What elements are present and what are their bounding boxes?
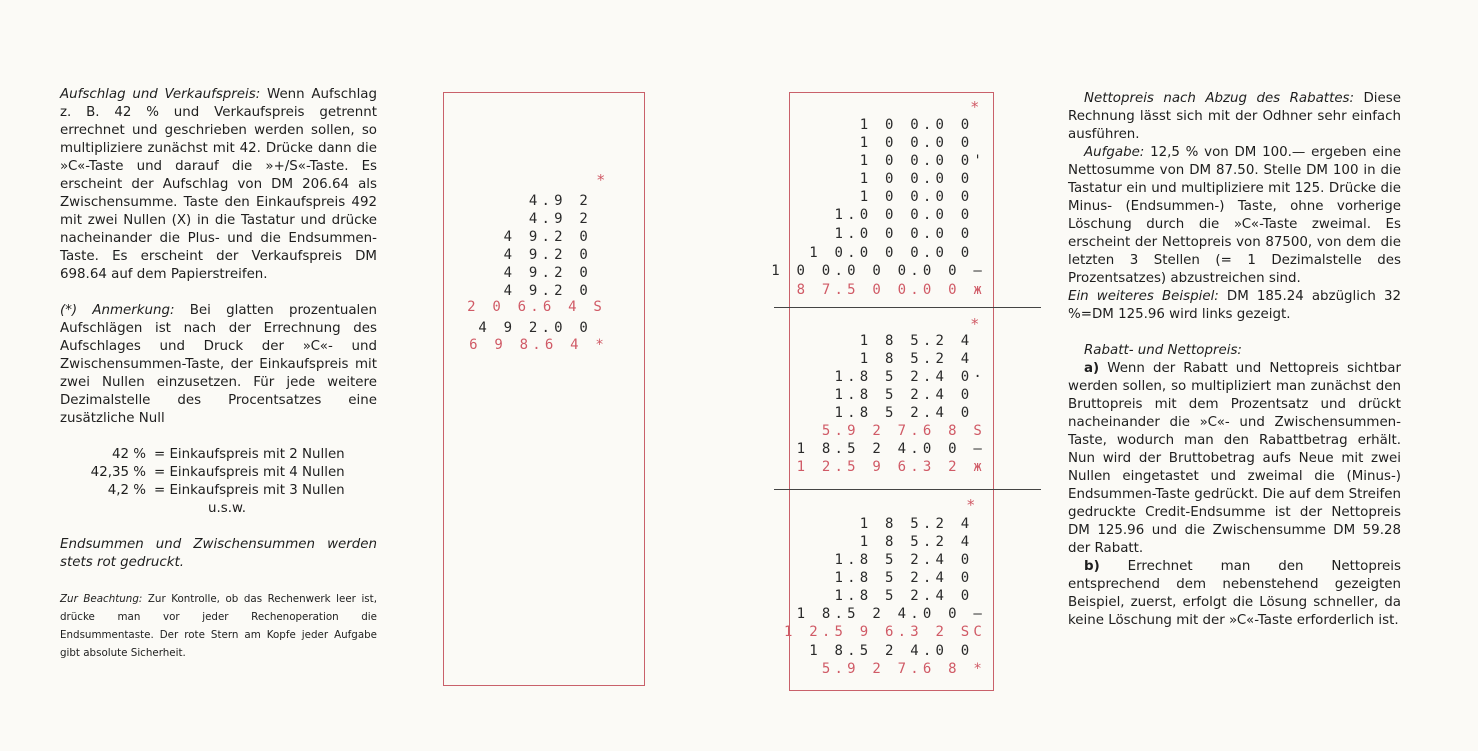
item-b-label: b) (1084, 559, 1100, 574)
red-star-icon: * (971, 315, 979, 333)
task-paragraph (1068, 144, 1401, 288)
remark-paragraph (60, 302, 377, 428)
strip-line-red: 2 0 6.6 4 S (467, 299, 606, 315)
item-b-body: Errechnet man den Nettopreis entsprechend dem nebenstehend gezeigten Beispiel, zuerst, erfolgt die Lösung schneller, da keine Löschung mit der »C«-Taste erforderlich ist. (1068, 559, 1401, 628)
strip-line: 1 0 0.0 0 (859, 189, 986, 205)
strip-line: 1.8 5 2.4 0· (834, 369, 986, 385)
strip-line: 1 0 0.0 0 (859, 117, 986, 133)
left-text-column (60, 86, 377, 662)
red-star-icon: * (967, 496, 975, 514)
markup-paragraph (60, 86, 377, 284)
attention-heading: Zur Beachtung: (60, 593, 143, 605)
percent-table (60, 446, 377, 518)
discount-heading: Rabatt- und Nettopreis: (1084, 343, 1242, 358)
strip-line: 1.0 0 0.0 0 (834, 207, 986, 223)
attention-note (60, 590, 377, 662)
discount-a-paragraph (1068, 360, 1401, 558)
percent-row: 42 % = Einkaufspreis mit 2 Nullen (111, 447, 345, 462)
divider-line (774, 307, 1041, 308)
strip-line-red: 5.9 2 7.6 8 * (821, 661, 986, 677)
task-body: 12,5 % von DM 100.— ergeben eine Nettosumme von DM 87.50. Stelle DM 100 in die Tastatur ein und multipliziere mit 125. Drücke die Minus- (Endsummen-) Taste, ohne vorherige Löschung durch die »C«-Taste zweimal. Es erscheint der Nettopreis von 87500, von dem die letzten 3 Stellen (= 1 Dezimalstelle des Prozentsatzes) abzustreichen sind. (1068, 145, 1401, 286)
strip-line: 1.8 5 2.4 0 (834, 588, 986, 604)
usw-text: u.s.w. (208, 501, 246, 516)
strip-line-red: 6 9 8.6 4 * (469, 337, 608, 353)
strip-line: 4 9 2.0 0 (478, 320, 592, 336)
strip-line: 1 0 0.0 0 (859, 135, 986, 151)
discount-b-paragraph (1068, 558, 1401, 630)
strip-line: 1 8 5.2 4 (859, 534, 986, 550)
strip-line: 1 0 0.0 0' (859, 153, 986, 169)
item-a-body: Wenn der Rabatt und Nettopreis sichtbar werden sollen, so multipliziert man zunächst den Bruttopreis mit dem Prozentsatz und drückt nacheinander die »C«- und Zwischensummen-Taste, wodurch man den Rabattbetrag erhält. Nun wird der Bruttobetrag aufs Neue mit zwei Nullen eingetastet und zweimal die (Minus-) Endsummen-Taste gedrückt. Die auf dem Streifen gedruckte Credit-Endsumme ist der Nettopreis DM 125.96 und die Zwischensumme DM 59.28 der Rabatt. (1068, 361, 1401, 556)
strip-line: 1 8.5 2 4.0 0 – (796, 606, 986, 622)
red-star-icon: * (597, 171, 605, 189)
net-price-body: Diese Rechnung lässt sich mit der Odhner sehr einfach ausführen. (1068, 91, 1401, 142)
red-star-icon: * (971, 98, 979, 116)
strip-line: 4 9.2 0 (503, 265, 592, 281)
strip-line: 1.8 5 2.4 0 (834, 387, 986, 403)
strip-line: 1 8 5.2 4 (859, 516, 986, 532)
example-heading: Ein weiteres Beispiel: (1068, 289, 1219, 304)
percent-row: 4,2 % = Einkaufspreis mit 3 Nullen (107, 483, 345, 498)
remark-body: Bei glatten prozentualen Aufschlägen ist nach der Errechnung des Aufschlages und Druck der »C«- und Zwischensummen-Taste, der Einkaufspreis mit zwei Nullen einzusetzen. Für jede weitere Dezimalstelle des Procentsatzes eine zusätzliche Null (60, 303, 378, 426)
strip-line: 1.0 0 0.0 0 (834, 226, 986, 242)
strip-line: 4.9 2 (528, 193, 592, 209)
strip-line-red: 8 7.5 0 0.0 0 ж (796, 282, 986, 298)
strip-line: 1 0 0.0 0 (859, 171, 986, 187)
remark-heading: (*) Anmerkung: (60, 303, 175, 318)
strip-line: 4.9 2 (528, 211, 592, 227)
divider-line (774, 489, 1041, 490)
item-a-label: a) (1084, 361, 1100, 376)
net-price-paragraph (1068, 90, 1401, 144)
net-price-heading: Nettopreis nach Abzug des Rabattes: (1084, 91, 1355, 106)
percent-row: 42,35 % = Einkaufspreis mit 4 Nullen (90, 465, 345, 480)
strip-line: 1.8 5 2.4 0 (834, 552, 986, 568)
example-body: DM 185.24 abzüglich 32 %=DM 125.96 wird links gezeigt. (1068, 289, 1401, 322)
task-heading: Aufgabe: (1084, 145, 1145, 160)
strip-line-red: 1 2.5 9 6.3 2 ж (796, 459, 986, 475)
strip-line: 1 0.0 0 0.0 0 (809, 245, 986, 261)
strip-line: 1.8 5 2.4 0 (834, 405, 986, 421)
strip-line: 1 8.5 2 4.0 0 (809, 643, 986, 659)
paper-strip-1 (443, 92, 645, 686)
strip-line: 4 9.2 0 (503, 229, 592, 245)
strip-line: 4 9.2 0 (503, 247, 592, 263)
attention-body: Zur Kontrolle, ob das Rechenwerk leer ist, drücke man vor jeder Rechenoperation die Endsummentaste. Der rote Stern am Kopfe jeder Aufgabe gibt absolute Sicherheit. (60, 593, 377, 659)
strip-line: 1 8.5 2 4.0 0 – (796, 441, 986, 457)
strip-line: 1 8 5.2 4 (859, 333, 986, 349)
markup-body: Wenn Aufschlag z. B. 42 % und Verkaufspreis getrennt errechnet und geschrieben werden sollen, so multipliziere zunächst mit 42. Drücke dann die »C«-Taste und darauf die »+/S«-Taste. Es erscheint der Aufschlag von DM 206.64 als Zwischensumme. Taste den Einkaufspreis 492 mit zwei Nullen (X) in die Tastatur und drücke nacheinander die Plus- und die Endsummen-Taste. Es erscheint der Verkaufspreis DM 698.64 auf dem Papierstreifen. (60, 87, 377, 282)
strip-line: 1 8 5.2 4 (859, 351, 986, 367)
strip-line-red: 1 2.5 9 6.3 2 SC (783, 624, 986, 640)
strip-line: 1 0 0.0 0 0.0 0 – (771, 263, 986, 279)
example-paragraph (1068, 288, 1401, 324)
markup-heading: Aufschlag und Verkaufspreis: (60, 87, 261, 102)
right-text-column (1068, 90, 1401, 630)
strip-line: 1.8 5 2.4 0 (834, 570, 986, 586)
strip-line-red: 5.9 2 7.6 8 S (821, 423, 986, 439)
red-print-note: Endsummen und Zwischensummen werden stets rot gedruckt. (60, 537, 377, 570)
strip-line: 4 9.2 0 (503, 283, 592, 299)
